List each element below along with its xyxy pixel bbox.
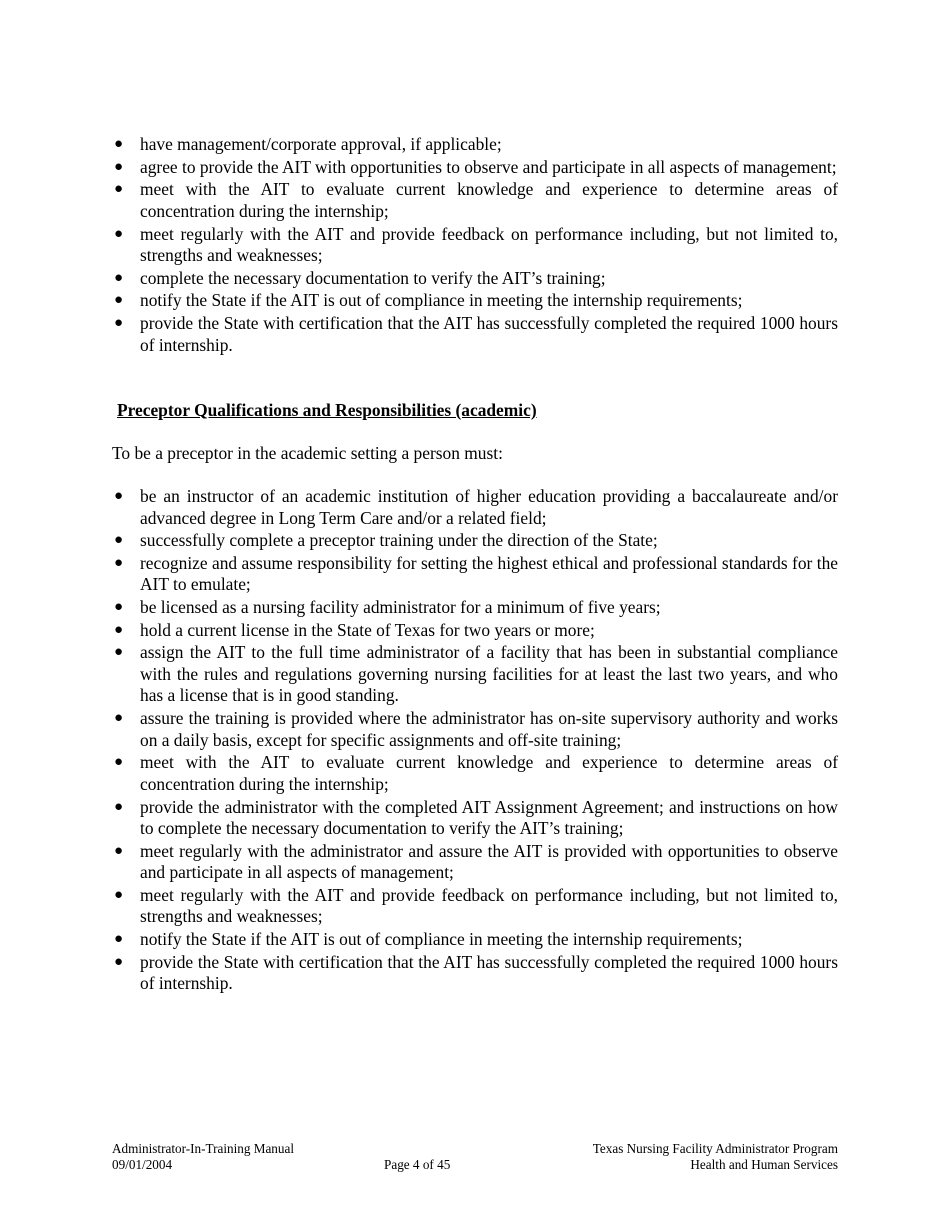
list-item-text: hold a current license in the State of Texas for two years or more; xyxy=(140,619,595,640)
bullet-icon: ● xyxy=(114,532,124,549)
list-item xyxy=(112,313,838,356)
list-item xyxy=(112,530,838,552)
list-item xyxy=(112,642,838,707)
list-item-text: agree to provide the AIT with opportunities to observe and participate in all aspects of management; xyxy=(140,156,837,177)
list-item xyxy=(112,268,838,290)
list-item xyxy=(112,224,838,267)
list-item xyxy=(112,708,838,751)
list-item xyxy=(112,290,838,312)
list-item xyxy=(112,929,838,951)
list-item xyxy=(112,885,838,928)
list-item-text: provide the State with certification that the AIT has successfully completed the required 1000 hours of internship. xyxy=(140,313,838,355)
bullet-icon: ● xyxy=(114,269,124,286)
page-number: Page 4 of 45 xyxy=(384,1157,451,1172)
bullet-icon: ● xyxy=(114,953,124,970)
footer-left xyxy=(112,1141,294,1173)
list-item-text: meet with the AIT to evaluate current knowledge and experience to determine areas of concentration during the internship; xyxy=(140,752,838,794)
bullet-icon: ● xyxy=(114,181,124,198)
list-item xyxy=(112,797,838,840)
footer-right xyxy=(593,1141,838,1173)
bullet-icon: ● xyxy=(114,754,124,771)
list-item xyxy=(112,486,838,529)
list-item-text: meet regularly with the administrator and assure the AIT is provided with opportunities to observe and participate in all aspects of management; xyxy=(140,840,838,883)
list-item xyxy=(112,553,838,596)
bullet-icon: ● xyxy=(114,158,124,175)
academic-requirements-list xyxy=(112,486,838,996)
bullet-icon: ● xyxy=(114,488,124,504)
list-item xyxy=(112,752,838,795)
list-item xyxy=(112,952,838,995)
bullet-icon: ● xyxy=(114,886,124,903)
bullet-icon: ● xyxy=(114,842,124,859)
list-item-text: complete the necessary documentation to verify the AIT’s training; xyxy=(140,267,606,288)
list-item xyxy=(112,841,838,884)
list-item-text: successfully complete a preceptor training under the direction of the State; xyxy=(140,530,658,551)
bullet-icon: ● xyxy=(114,798,124,815)
list-item-text: meet with the AIT to evaluate current knowledge and experience to determine areas of concentration during the internship; xyxy=(140,179,838,221)
section-heading: Preceptor Qualifications and Responsibilities (academic) xyxy=(117,400,537,420)
footer-program: Texas Nursing Facility Administrator Program xyxy=(592,1141,838,1156)
list-item-text: meet regularly with the AIT and provide feedback on performance including, but not limited to, strengths and weaknesses; xyxy=(140,884,838,927)
bullet-icon: ● xyxy=(114,710,124,727)
list-item-text: provide the administrator with the completed AIT Assignment Agreement; and instructions on how to complete the necessary documentation to verify the AIT’s training; xyxy=(140,796,838,838)
bullet-icon: ● xyxy=(114,136,124,152)
list-item-text: have management/corporate approval, if applicable; xyxy=(140,134,502,154)
list-item-text: provide the State with certification that the AIT has successfully completed the required 1000 hours of internship. xyxy=(140,951,838,994)
bullet-icon: ● xyxy=(114,599,124,616)
list-item-text: assure the training is provided where the administrator has on-site supervisory authority and works on a daily basis, except for specific assignments and off-site training; xyxy=(140,708,838,750)
footer-manual-title: Administrator-In-Training Manual xyxy=(112,1141,295,1156)
list-item-text: recognize and assume responsibility for setting the highest ethical and professional standards for the AIT to emulate; xyxy=(140,552,838,595)
list-item xyxy=(112,597,838,619)
bullet-icon: ● xyxy=(114,554,124,571)
list-item-text: notify the State if the AIT is out of compliance in meeting the internship requirements; xyxy=(140,929,743,950)
bullet-icon: ● xyxy=(114,931,124,948)
list-item xyxy=(112,179,838,222)
list-item xyxy=(112,157,838,179)
bullet-icon: ● xyxy=(114,292,124,309)
section-intro: To be a preceptor in the academic setting a person must: xyxy=(112,443,503,463)
footer-date: 09/01/2004 xyxy=(112,1157,173,1172)
responsibilities-list xyxy=(112,134,838,357)
list-item-text: assign the AIT to the full time administrator of a facility that has been in substantial compliance with the rules and regulations governing nursing facilities for at least the last two years, and who has a license that is in good standing. xyxy=(140,642,838,706)
bullet-icon: ● xyxy=(114,315,124,332)
footer-agency: Health and Human Services xyxy=(690,1157,838,1172)
list-item xyxy=(112,134,838,156)
list-item-text: meet regularly with the AIT and provide feedback on performance including, but not limited to, strengths and weaknesses; xyxy=(140,223,838,266)
list-item-text: be licensed as a nursing facility administrator for a minimum of five years; xyxy=(140,597,661,618)
bullet-icon: ● xyxy=(114,225,124,242)
list-item-text: be an instructor of an academic institution of higher education providing a baccalaureate and/or advanced degree in Long Term Care and/or a related field; xyxy=(140,486,838,528)
list-item-text: notify the State if the AIT is out of compliance in meeting the internship requirements; xyxy=(140,290,743,311)
bullet-icon: ● xyxy=(114,644,124,661)
list-item xyxy=(112,620,838,642)
bullet-icon: ● xyxy=(114,621,124,638)
